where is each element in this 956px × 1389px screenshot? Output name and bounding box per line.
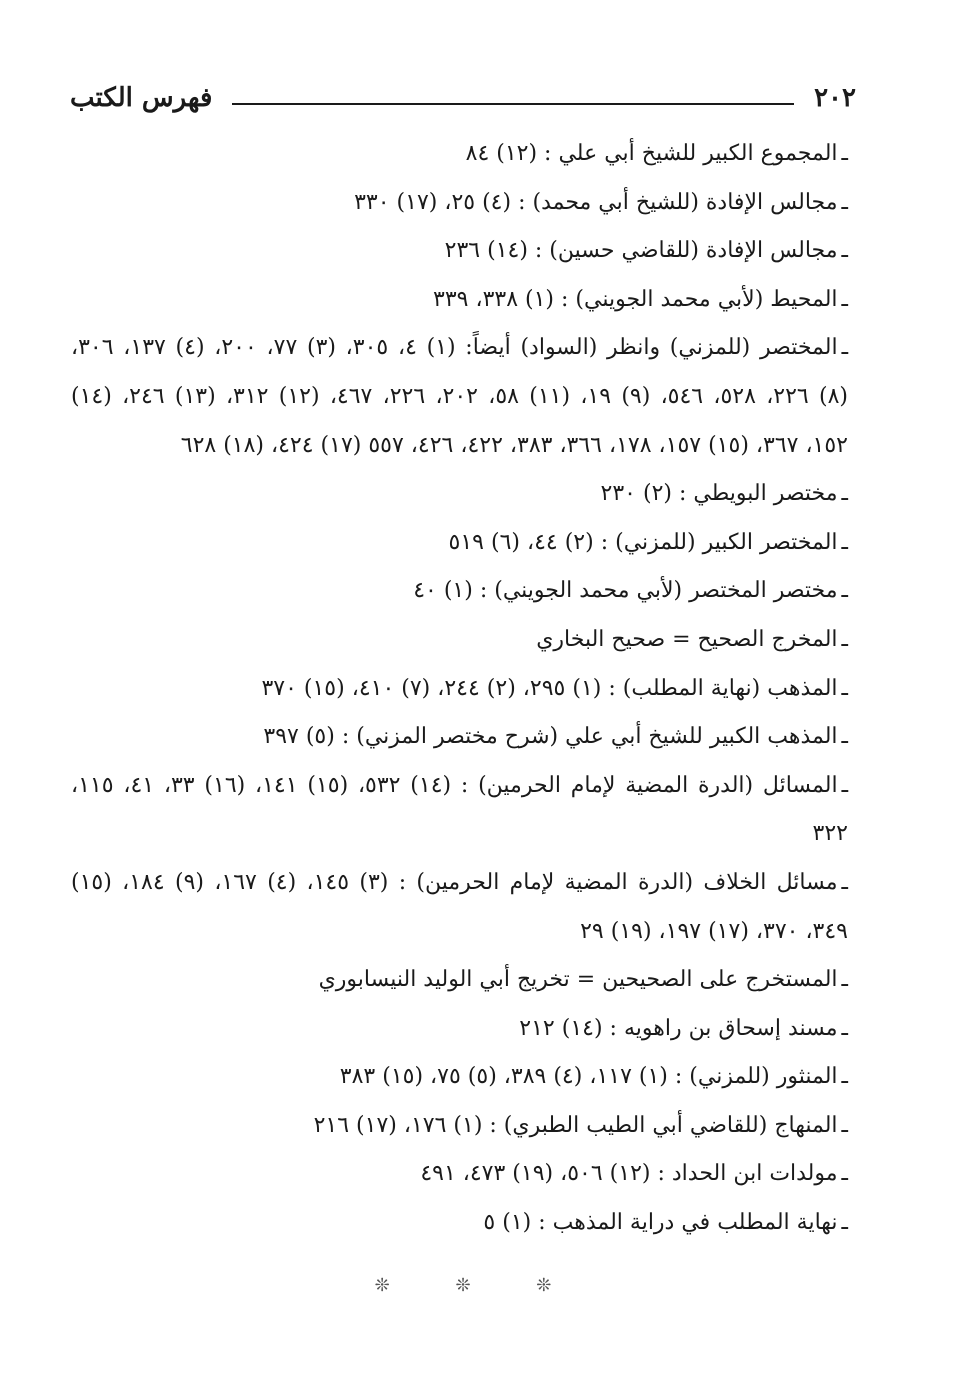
index-entry: ـنهاية المطلب في دراية المذهب : (١) ٥	[483, 1210, 848, 1236]
index-entry: ـالمذهب الكبير للشيخ أبي علي (شرح مختصر المزني) : (٥) ٣٩٧	[263, 724, 848, 750]
index-entry: ـالمنثور (للمزني) : (١) ١١٧، (٤) ٣٨٩، (٥) ٧٥، (١٥) ٣٨٣	[339, 1064, 848, 1090]
index-entry: ـالمستخرج على الصحيحين = تخريج أبي الوليد النيسابوري	[318, 967, 848, 993]
index-entry-text: المجموع الكبير للشيخ أبي علي : (١٢) ٨٤	[465, 141, 838, 166]
index-entry-text: المنثور (للمزني) : (١) ١١٧، (٤) ٣٨٩، (٥) ٧٥، (١٥) ٣٨٣	[339, 1064, 838, 1090]
index-entry-text: مختصر المختصر (لأبي محمد الجويني) : (١) ٤٠	[413, 578, 838, 604]
index-entry-text: مجالس الإفادة (للشيخ أبي محمد) : (٤) ٢٥، (١٧) ٣٣٠	[354, 189, 838, 215]
end-ornament: ❊ ❊ ❊	[374, 1275, 582, 1296]
index-entry-text: مولدات ابن الحداد : (١٢) ٥٠٦، (١٩) ٤٧٣، ٤٩١	[420, 1161, 838, 1187]
index-entry-text: المختصر الكبير (للمزني) : (٢) ٤٤، (٦) ٥١٩	[448, 529, 838, 555]
index-entry: ـالمسائل (الدرة المضية لإمام الحرمين) : (١٤) ٥٣٢، (١٥) ١٤١، (١٦) ٣٣، ٤١، ١١٥، ٣٢٢	[71, 772, 849, 847]
index-entry: ـمختصر البويطي : (٢) ٢٣٠	[600, 481, 848, 507]
index-entry-text: مختصر البويطي : (٢) ٢٣٠	[600, 481, 838, 507]
index-entry: ـالمذهب (نهاية المطلب) : (١) ٢٩٥، (٢) ٢٤٤، (٧) ٤١٠، (١٥) ٣٧٠	[261, 675, 848, 701]
index-entry: ـمجالس الإفادة (للشيخ أبي محمد) : (٤) ٢٥، (١٧) ٣٣٠	[354, 189, 848, 215]
index-entry: ـمسند إسحاق بن راهويه : (١٤) ٢١٢	[519, 1015, 848, 1041]
index-entry: ـالمنهاج (للقاضي أبي الطيب الطبري) : (١) ١٧٦، (١٧) ٢١٦	[313, 1112, 848, 1138]
index-entry-text: المذهب (نهاية المطلب) : (١) ٢٩٥، (٢) ٢٤٤، (٧) ٤١٠، (١٥) ٣٧٠	[261, 675, 838, 701]
index-entry: ـمختصر المختصر (لأبي محمد الجويني) : (١) ٤٠	[413, 578, 848, 604]
index-entry: ـمولدات ابن الحداد : (١٢) ٥٠٦، (١٩) ٤٧٣، ٤٩١	[420, 1161, 848, 1187]
index-entry-text: المحيط (لأبي محمد الجويني) : (١) ٣٣٨، ٣٣٩	[433, 286, 838, 312]
index-entries	[71, 130, 856, 1248]
index-entry-text: المسائل (الدرة المضية لإمام الحرمين) : (١٤) ٥٣٢، (١٥) ١٤١، (١٦) ٣٣، ٤١، ١١٥، ٣٢٢	[71, 772, 848, 847]
index-entry: ـالمختصر الكبير (للمزني) : (٢) ٤٤، (٦) ٥١٩	[448, 529, 848, 555]
index-entry-text: مجالس الإفادة (للقاضي حسين) : (١٤) ٢٣٦	[444, 238, 838, 264]
running-title: فهرس الكتب	[70, 83, 213, 113]
page-number: ٢٠٢	[814, 83, 856, 113]
index-entry: ـالمختصر (للمزني) وانظر (السواد) أيضاً: (١) ٤، ٣٠٥، (٣) ٧٧، ٢٠٠، (٤) ١٣٧، ٣٠٦، (٨) ٢٢٦، ٥٢٨، ٥٤٦، (٩) ١٩، (١١) ٥٨، ٢٠٢، ٢٢٦، ٤٦٧، (١٢) ٣١٢، (١٣) ٢٤٦، (١٤) ١٥٢، ٣٦٧، (١٥) ١٥٧، ١٧٨، ٣٦٦، ٣٨٣، ٤٢٢، ٤٢٦، ٥٥٧ (١٧) ٤٢٤، (١٨) ٦٢٨	[71, 335, 849, 458]
index-entry-text: مسند إسحاق بن راهويه : (١٤) ٢١٢	[519, 1015, 838, 1041]
index-entry-text: المستخرج على الصحيحين = تخريج أبي الوليد النيسابوري	[318, 967, 838, 993]
index-entry: ـالمحيط (لأبي محمد الجويني) : (١) ٣٣٨، ٣٣٩	[433, 286, 848, 312]
index-entry: ـالمجموع الكبير للشيخ أبي علي : (١٢) ٨٤	[465, 141, 848, 166]
index-entry-text: المخرج الصحيح = صحيح البخاري	[536, 626, 838, 652]
header-rule	[232, 103, 794, 105]
index-entry-text: المختصر (للمزني) وانظر (السواد) أيضاً: (١) ٤، ٣٠٥، (٣) ٧٧، ٢٠٠، (٤) ١٣٧، ٣٠٦، (٨) ٢٢٦، ٥٢٨، ٥٤٦، (٩) ١٩، (١١) ٥٨، ٢٠٢، ٢٢٦، ٤٦٧، (١٢) ٣١٢، (١٣) ٢٤٦، (١٤) ١٥٢، ٣٦٧، (١٥) ١٥٧، ١٧٨، ٣٦٦، ٣٨٣، ٤٢٢، ٤٢٦، ٥٥٧ (١٧) ٤٢٤، (١٨) ٦٢٨	[71, 335, 849, 458]
index-entry-text: مسائل الخلاف (الدرة المضية لإمام الحرمين) : (٣) ١٤٥، (٤) ١٦٧، (٩) ١٨٤، (١٥) ٣٤٩، ٣٧٠، (١٧) ١٩٧، (١٩) ٢٩	[71, 869, 848, 944]
index-entry: ـمسائل الخلاف (الدرة المضية لإمام الحرمين) : (٣) ١٤٥، (٤) ١٦٧، (٩) ١٨٤، (١٥) ٣٤٩، ٣٧٠، (١٧) ١٩٧، (١٩) ٢٩	[71, 869, 848, 944]
index-entry: ـالمخرج الصحيح = صحيح البخاري	[536, 626, 848, 652]
page-header	[70, 78, 856, 118]
index-entry-text: المنهاج (للقاضي أبي الطيب الطبري) : (١) ١٧٦، (١٧) ٢١٦	[313, 1112, 838, 1138]
index-entry-text: نهاية المطلب في دراية المذهب : (١) ٥	[483, 1210, 838, 1236]
index-entry: ـمجالس الإفادة (للقاضي حسين) : (١٤) ٢٣٦	[444, 238, 848, 264]
index-entry-text: المذهب الكبير للشيخ أبي علي (شرح مختصر المزني) : (٥) ٣٩٧	[263, 724, 838, 750]
